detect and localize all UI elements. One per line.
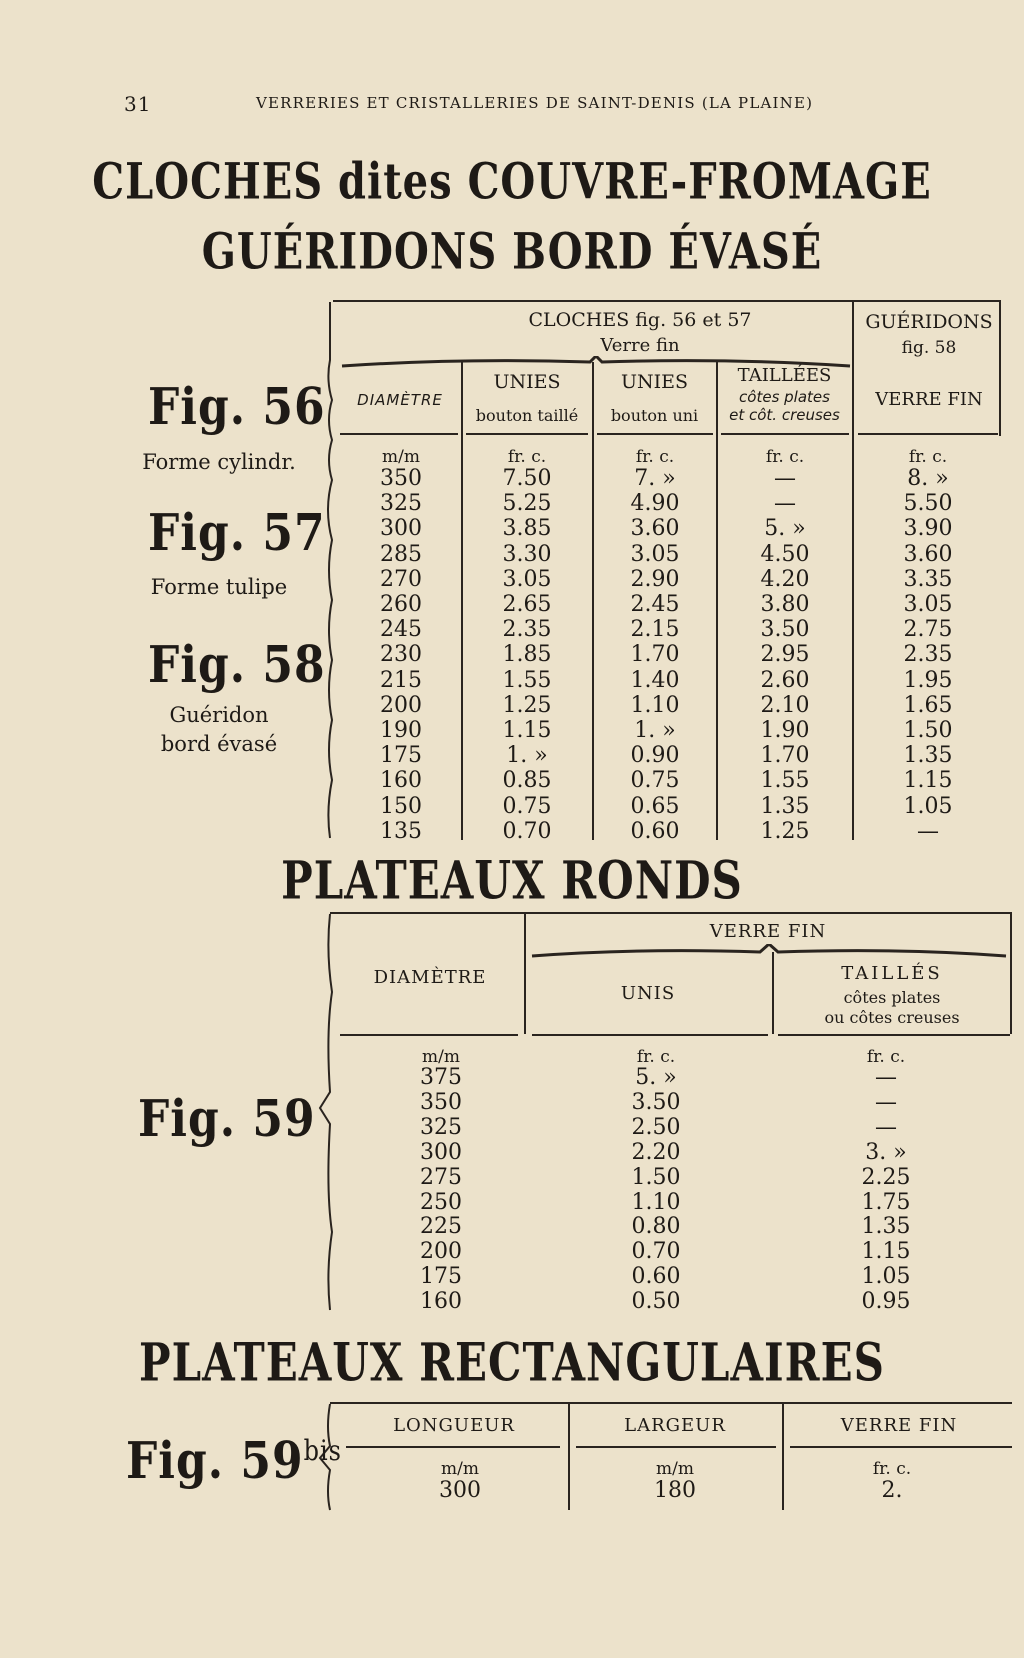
price-cell: 2.35 bbox=[903, 642, 953, 668]
diametre-cell: 325 bbox=[380, 491, 422, 517]
price-cell: 0.85 bbox=[502, 768, 552, 794]
diametre-cell: 200 bbox=[420, 1239, 462, 1265]
unit-price: fr. c. bbox=[635, 447, 675, 467]
table2-header-rule-2 bbox=[532, 1034, 768, 1036]
col-header-unies-taille-line2: bouton taillé bbox=[475, 406, 579, 425]
table1-header-rule-2 bbox=[466, 433, 588, 435]
price-cell: 3.05 bbox=[502, 566, 552, 592]
page-number: 31 bbox=[124, 92, 152, 116]
price-cell: 4.20 bbox=[760, 566, 810, 592]
price-cell: 3.85 bbox=[502, 516, 552, 542]
table3-top-rule bbox=[330, 1402, 1012, 1404]
table1-col-divider-3 bbox=[716, 362, 718, 840]
price-cell: 1.15 bbox=[861, 1239, 911, 1265]
diametre-cell: 300 bbox=[420, 1139, 462, 1165]
section3-title: PLATEAUX RECTANGULAIRES bbox=[139, 1331, 885, 1394]
table1-gueridon-divider bbox=[852, 300, 854, 840]
diametre-cell: 350 bbox=[380, 466, 422, 491]
cloches-group-header-line2: Verre fin bbox=[600, 335, 680, 356]
table1-col-divider-1 bbox=[461, 362, 463, 840]
price-cell: 3.30 bbox=[502, 541, 552, 567]
price-cell: 1.55 bbox=[760, 768, 810, 794]
price-cell: 2.20 bbox=[631, 1139, 681, 1165]
left-brace bbox=[316, 912, 340, 1312]
price-cell: 1.35 bbox=[903, 743, 953, 769]
diametre-cell: 150 bbox=[380, 793, 422, 819]
price-cell: 0.75 bbox=[502, 793, 552, 819]
fig-56-label: Fig. 56 bbox=[148, 378, 326, 437]
price-cell: 7. » bbox=[634, 466, 676, 491]
col-unis bbox=[596, 1048, 716, 1315]
price-cell: 1.50 bbox=[631, 1164, 681, 1190]
diametre-cell: 325 bbox=[420, 1114, 462, 1140]
col-longueur bbox=[400, 1460, 520, 1504]
col-header-unis: UNIS bbox=[620, 983, 676, 1004]
gueridons-header-line3: VERRE FIN bbox=[875, 389, 983, 410]
fig-58-caption-line2: bord évasé bbox=[160, 732, 278, 756]
price-cell: 3.05 bbox=[630, 541, 680, 567]
price-cell: 1.95 bbox=[903, 667, 953, 693]
table3-header-rule-3 bbox=[790, 1446, 1012, 1448]
col-largeur bbox=[615, 1460, 735, 1504]
price-cell: 3.35 bbox=[903, 566, 953, 592]
unit-price: fr. c. bbox=[866, 1047, 906, 1067]
diametre-cell: 160 bbox=[380, 768, 422, 794]
price-cell: 1.70 bbox=[760, 743, 810, 769]
table2-top-rule bbox=[330, 912, 1012, 914]
unit-mm: m/m bbox=[441, 1459, 479, 1479]
col-header-tailles-line3: ou côtes creuses bbox=[824, 1008, 960, 1027]
diametre-cell: 250 bbox=[420, 1189, 462, 1215]
price-cell: 1.40 bbox=[630, 667, 680, 693]
section1-title-line2: GUÉRIDONS BORD ÉVASÉ bbox=[201, 222, 823, 281]
price-cell: 1.25 bbox=[760, 818, 810, 844]
price-cell: 2.10 bbox=[760, 692, 810, 718]
price-cell: 5. » bbox=[635, 1065, 677, 1090]
diametre-cell: 160 bbox=[420, 1289, 462, 1315]
table3-col-divider-1 bbox=[568, 1402, 570, 1510]
price-cell: — bbox=[917, 818, 939, 844]
group-brace bbox=[530, 944, 1008, 960]
table1-top-rule bbox=[333, 300, 1001, 302]
table1-col-divider-2 bbox=[592, 362, 594, 840]
price-cell: — bbox=[774, 491, 796, 517]
col-unies-bouton-uni bbox=[596, 448, 714, 844]
fig-57-label: Fig. 57 bbox=[148, 504, 326, 563]
diametre-cell: 245 bbox=[380, 617, 422, 643]
price-cell: 3.60 bbox=[630, 516, 680, 542]
unit-price: fr. c. bbox=[908, 447, 948, 467]
price-cell: 2.90 bbox=[630, 566, 680, 592]
fig-57-caption: Forme tulipe bbox=[150, 575, 288, 599]
price-cell: 1.25 bbox=[502, 692, 552, 718]
col-taillees bbox=[720, 448, 850, 844]
unit-mm: m/m bbox=[656, 1459, 694, 1479]
diametre-cell: 285 bbox=[380, 541, 422, 567]
gueridons-header-line2: fig. 58 bbox=[901, 338, 957, 358]
price-cell: 3.50 bbox=[631, 1089, 681, 1115]
col-tailles bbox=[826, 1048, 946, 1315]
cloches-group-header-line1: CLOCHES fig. 56 et 57 bbox=[528, 309, 752, 331]
table2-right-rule bbox=[1010, 912, 1012, 1034]
unit-price: fr. c. bbox=[507, 447, 547, 467]
table2-header-rule-1 bbox=[340, 1034, 518, 1036]
price-cell: 2.60 bbox=[760, 667, 810, 693]
price-cell: — bbox=[875, 1065, 897, 1090]
table2-header-rule-3 bbox=[778, 1034, 1010, 1036]
diametre-cell: 350 bbox=[420, 1089, 462, 1115]
diametre-cell: 225 bbox=[420, 1214, 462, 1240]
diametre-cell: 375 bbox=[420, 1065, 462, 1090]
unit-price: fr. c. bbox=[765, 447, 805, 467]
table1-header-rule-4 bbox=[721, 433, 849, 435]
price-cell: 2.45 bbox=[630, 592, 680, 618]
price-cell: 0.60 bbox=[631, 1264, 681, 1290]
table3-header-rule-2 bbox=[576, 1446, 776, 1448]
table3-col-divider-2 bbox=[782, 1402, 784, 1510]
price-cell: 2.95 bbox=[760, 642, 810, 668]
col-header-taillees-line2: côtes plates bbox=[739, 388, 830, 406]
diametre-cell: 275 bbox=[420, 1164, 462, 1190]
price-cell: 1.35 bbox=[760, 793, 810, 819]
price-cell: 1.05 bbox=[861, 1264, 911, 1290]
col-header-unies-taille-line1: UNIES bbox=[493, 371, 561, 393]
price-cell: 4.90 bbox=[630, 491, 680, 517]
left-brace bbox=[316, 300, 340, 840]
price-cell: 2.35 bbox=[502, 617, 552, 643]
price-cell: 1.15 bbox=[502, 718, 552, 744]
col-header-taillees-line1: TAILLÉES bbox=[737, 365, 832, 386]
col-header-unies-uni-line2: bouton uni bbox=[610, 406, 699, 425]
largeur-cell: 180 bbox=[654, 1478, 696, 1503]
unit-mm: m/m bbox=[422, 1047, 460, 1067]
longueur-cell: 300 bbox=[439, 1478, 481, 1503]
col-header-unies-uni-line1: UNIES bbox=[620, 371, 689, 393]
col-header-largeur: LARGEUR bbox=[624, 1415, 726, 1436]
fig-59bis-main: Fig. 59 bbox=[126, 1432, 304, 1491]
price-cell: 3.50 bbox=[760, 617, 810, 643]
unit-price: fr. c. bbox=[872, 1459, 912, 1479]
price-cell: 7.50 bbox=[502, 466, 552, 491]
table2-col-divider-2 bbox=[772, 952, 774, 1034]
price-cell: 0.65 bbox=[630, 793, 680, 819]
price-cell: 1.55 bbox=[502, 667, 552, 693]
price-cell: 0.50 bbox=[631, 1289, 681, 1315]
price-cell: 2.65 bbox=[502, 592, 552, 618]
price-cell: 3.80 bbox=[760, 592, 810, 618]
price-cell: 2. bbox=[881, 1478, 903, 1503]
price-cell: 1.10 bbox=[630, 692, 680, 718]
price-cell: 3. » bbox=[865, 1139, 907, 1165]
unit-price: fr. c. bbox=[636, 1047, 676, 1067]
diametre-cell: 200 bbox=[380, 692, 422, 718]
diametre-cell: 190 bbox=[380, 718, 422, 744]
price-cell: 0.95 bbox=[861, 1289, 911, 1315]
col-header-diametre-2: DIAMÈTRE bbox=[373, 967, 487, 988]
table3-header-rule-1 bbox=[346, 1446, 560, 1448]
price-cell: 3.60 bbox=[903, 541, 953, 567]
price-cell: 1.10 bbox=[631, 1189, 681, 1215]
diametre-cell: 175 bbox=[420, 1264, 462, 1290]
unit-mm: m/m bbox=[382, 447, 420, 467]
price-cell: 2.15 bbox=[630, 617, 680, 643]
fig-59bis-sup: bis bbox=[303, 1434, 342, 1468]
price-cell: 1.05 bbox=[903, 793, 953, 819]
section1-title-line1: CLOCHES dites COUVRE-FROMAGE bbox=[92, 152, 932, 211]
price-cell: 5.50 bbox=[903, 491, 953, 517]
col-verre-fin-3 bbox=[832, 1460, 952, 1504]
price-cell: 0.70 bbox=[502, 818, 552, 844]
col-diametre bbox=[345, 448, 457, 844]
col-diametre-2 bbox=[380, 1048, 502, 1315]
price-cell: 3.05 bbox=[903, 592, 953, 618]
gueridons-header-line1: GUÉRIDONS bbox=[865, 311, 993, 333]
price-cell: 1.15 bbox=[903, 768, 953, 794]
table1-header-rule-5 bbox=[858, 433, 998, 435]
price-cell: 2.75 bbox=[903, 617, 953, 643]
table2-col-divider-1 bbox=[524, 912, 526, 1034]
table1-header-rule-1 bbox=[340, 433, 458, 435]
fig-58-label: Fig. 58 bbox=[148, 636, 326, 695]
fig-59-label: Fig. 59 bbox=[138, 1090, 316, 1149]
price-cell: — bbox=[774, 466, 796, 491]
diametre-cell: 175 bbox=[380, 743, 422, 769]
diametre-cell: 300 bbox=[380, 516, 422, 542]
price-cell: 8. » bbox=[907, 466, 949, 491]
price-cell: 1.65 bbox=[903, 692, 953, 718]
price-cell: — bbox=[875, 1089, 897, 1115]
price-cell: 0.90 bbox=[630, 743, 680, 769]
col-unies-bouton-taille bbox=[465, 448, 589, 844]
price-cell: 0.80 bbox=[631, 1214, 681, 1240]
fig-59bis-label bbox=[126, 1432, 342, 1491]
fig-58-caption-line1: Guéridon bbox=[169, 703, 269, 727]
section2-title: PLATEAUX RONDS bbox=[281, 849, 743, 912]
price-cell: 3.90 bbox=[903, 516, 953, 542]
price-cell: 0.60 bbox=[630, 818, 680, 844]
price-cell: 0.75 bbox=[630, 768, 680, 794]
diametre-cell: 215 bbox=[380, 667, 422, 693]
price-cell: 1.70 bbox=[630, 642, 680, 668]
price-cell: — bbox=[875, 1114, 897, 1140]
price-cell: 5. » bbox=[764, 516, 806, 542]
col-header-diametre: DIAMÈTRE bbox=[357, 391, 443, 409]
price-cell: 4.50 bbox=[760, 541, 810, 567]
price-cell: 2.50 bbox=[631, 1114, 681, 1140]
price-cell: 0.70 bbox=[631, 1239, 681, 1265]
price-cell: 1.90 bbox=[760, 718, 810, 744]
price-cell: 1.50 bbox=[903, 718, 953, 744]
price-cell: 1.75 bbox=[861, 1189, 911, 1215]
col-header-verre-fin-3: VERRE FIN bbox=[840, 1415, 958, 1436]
col-header-taillees-line3: et côt. creuses bbox=[729, 406, 840, 424]
running-title: VERRERIES ET CRISTALLERIES DE SAINT-DENIS (LA PLAINE) bbox=[256, 94, 814, 112]
col-header-tailles-line2: côtes plates bbox=[843, 988, 941, 1007]
diametre-cell: 270 bbox=[380, 566, 422, 592]
col-header-tailles-line1: TAILLÉS bbox=[841, 963, 943, 984]
diametre-cell: 135 bbox=[380, 818, 422, 844]
diametre-cell: 230 bbox=[380, 642, 422, 668]
fig-56-caption: Forme cylindr. bbox=[142, 450, 296, 474]
price-cell: 1. » bbox=[634, 718, 676, 744]
col-gueridons bbox=[856, 448, 1000, 844]
price-cell: 1.35 bbox=[861, 1214, 911, 1240]
table1-header-rule-3 bbox=[597, 433, 713, 435]
diametre-cell: 260 bbox=[380, 592, 422, 618]
price-cell: 1. » bbox=[506, 743, 548, 769]
price-cell: 2.25 bbox=[861, 1164, 911, 1190]
price-cell: 5.25 bbox=[502, 491, 552, 517]
price-cell: 1.85 bbox=[502, 642, 552, 668]
col-header-verre-fin: VERRE FIN bbox=[709, 921, 827, 942]
col-header-longueur: LONGUEUR bbox=[393, 1415, 515, 1436]
